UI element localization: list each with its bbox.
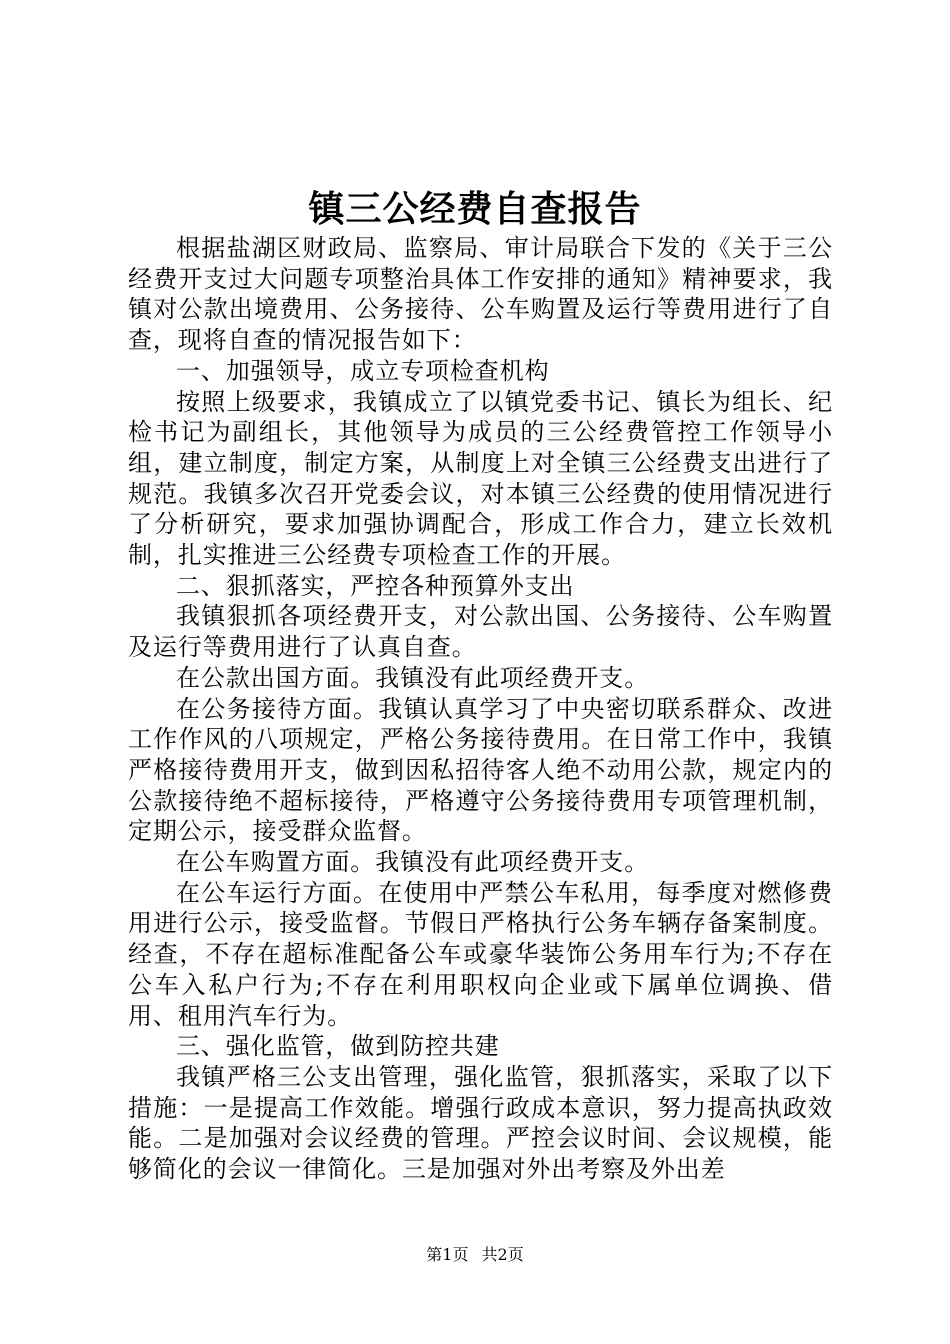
- page-number: 第1页: [426, 1245, 469, 1264]
- section-heading-2: 二、狠抓落实，严控各种预算外支出: [176, 571, 575, 600]
- section-heading-1: 一、加强领导，成立专项检查机构: [176, 356, 550, 385]
- page-total: 共2页: [481, 1245, 524, 1264]
- paragraph-expenses: 我镇狠抓各项经费开支，对公款出国、公务接待、公车购置及运行等费用进行了认真自查。: [128, 602, 833, 662]
- paragraph-vehicle-purchase: 在公车购置方面。我镇没有此项经费开支。: [176, 848, 650, 877]
- paragraph-reception: 在公务接待方面。我镇认真学习了中央密切联系群众、改进工作作风的八项规定，严格公务接待费用。在日常工作中，我镇严格接待费用开支，做到因私招待客人绝不动用公款，规定内的公款接待绝不超标接待，严格遵守公务接待费用专项管理机制，定期公示，接受群众监督。: [128, 694, 833, 846]
- paragraph-vehicle-operation: 在公车运行方面。在使用中严禁公车私用，每季度对燃修费用进行公示，接受监督。节假日严格执行公务车辆存备案制度。经查，不存在超标准配备公车或豪华装饰公务用车行为;不存在公车入私户行为;不存在利用职权向企业或下属单位调换、借用、租用汽车行为。: [128, 878, 833, 1030]
- paragraph-overseas: 在公款出国方面。我镇没有此项经费开支。: [176, 663, 650, 692]
- paragraph-supervision: 我镇严格三公支出管理，强化监管，狠抓落实，采取了以下措施：一是提高工作效能。增强行政成本意识，努力提高执政效能。二是加强对会议经费的管理。严控会议时间、会议规模，能够简化的会议一律简化。三是加强对外出考察及外出差: [128, 1062, 833, 1184]
- document-body: [128, 233, 833, 1185]
- page-footer: [0, 1245, 950, 1265]
- paragraph-leadership: 按照上级要求，我镇成立了以镇党委书记、镇长为组长、纪检书记为副组长，其他领导为成员的三公经费管控工作领导小组，建立制度，制定方案，从制度上对全镇三公经费支出进行了规范。我镇多次召开党委会议，对本镇三公经费的使用情况进行了分析研究，要求加强协调配合，形成工作合力，建立长效机制，扎实推进三公经费专项检查工作的开展。: [128, 387, 833, 570]
- document-title: 镇三公经费自查报告: [308, 188, 642, 230]
- section-heading-3: 三、强化监管，做到防控共建: [176, 1032, 500, 1061]
- paragraph-intro: 根据盐湖区财政局、监察局、审计局联合下发的《关于三公经费开支过大问题专项整治具体工作安排的通知》精神要求，我镇对公款出境费用、公务接待、公车购置及运行等费用进行了自查，现将自查的情况报告如下：: [128, 234, 833, 355]
